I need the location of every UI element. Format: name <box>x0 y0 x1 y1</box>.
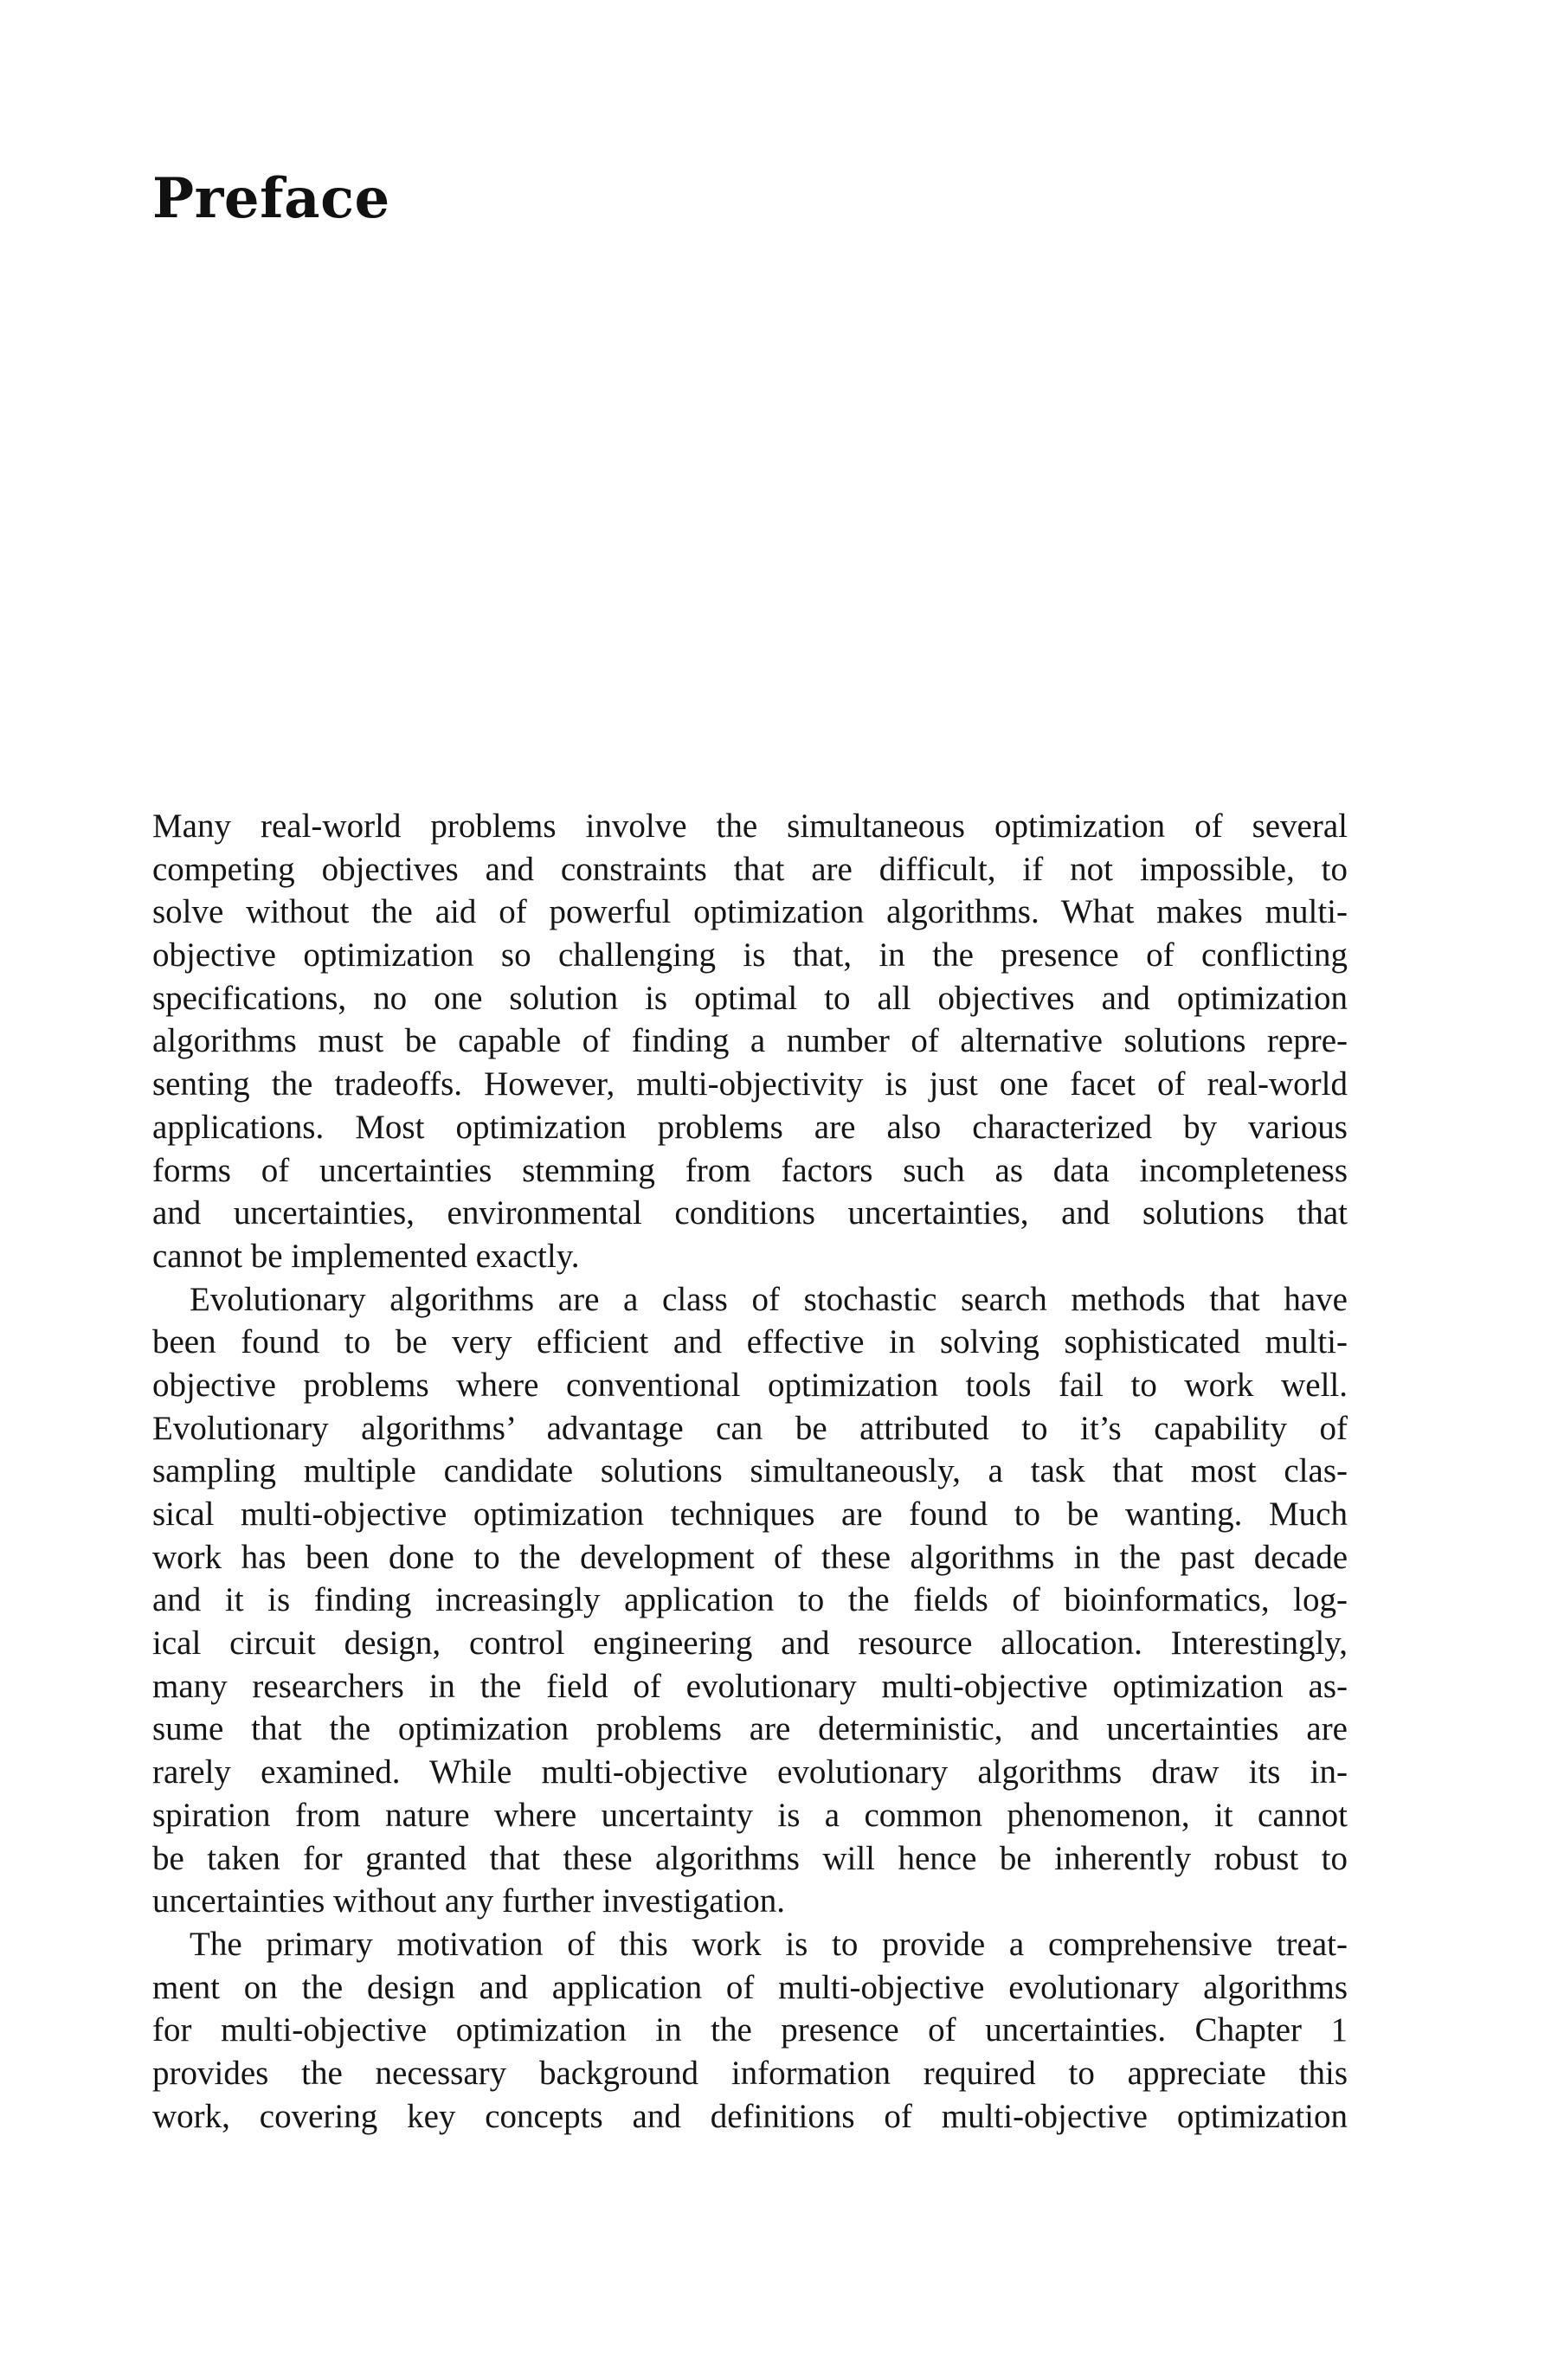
chapter-title: Preface <box>152 166 390 231</box>
text-line: ment on the design and application of multi-objective evolutionary algorithms <box>152 1968 1348 2006</box>
text-line: The primary motivation of this work is to provide a comprehensive treat- <box>190 1925 1348 1963</box>
paragraph-2 <box>152 1278 1348 1923</box>
text-line: senting the tradeoffs. However, multi-objectivity is just one facet of real-world <box>152 1065 1348 1103</box>
text-line: many researchers in the field of evolutionary multi-objective optimization as- <box>152 1667 1348 1705</box>
text-line: solve without the aid of powerful optimization algorithms. What makes multi- <box>152 893 1348 931</box>
preface-body <box>152 805 1348 2138</box>
text-line: competing objectives and constraints that are difficult, if not impossible, to <box>152 850 1348 888</box>
text-line: Evolutionary algorithms are a class of stochastic search methods that have <box>190 1280 1348 1318</box>
text-line: for multi-objective optimization in the presence of uncertainties. Chapter 1 <box>152 2011 1348 2049</box>
paragraph-3 <box>152 1923 1348 2138</box>
text-line: sampling multiple candidate solutions simultaneously, a task that most clas- <box>152 1452 1348 1490</box>
text-line: and uncertainties, environmental conditions uncertainties, and solutions that <box>152 1194 1348 1232</box>
text-line: Many real-world problems involve the simultaneous optimization of several <box>152 807 1348 845</box>
text-line: work, covering key concepts and definitions of multi-objective optimization <box>152 2097 1348 2135</box>
text-line: specifications, no one solution is optimal to all objectives and optimization <box>152 979 1348 1017</box>
text-line: work has been done to the development of these algorithms in the past decade <box>152 1538 1348 1576</box>
text-line: forms of uncertainties stemming from factors such as data incompleteness <box>152 1151 1348 1189</box>
text-line: be taken for granted that these algorithms will hence be inherently robust to <box>152 1839 1348 1877</box>
text-line: cannot be implemented exactly. <box>152 1237 580 1275</box>
text-line: applications. Most optimization problems are also characterized by various <box>152 1108 1348 1146</box>
text-line: Evolutionary algorithms’ advantage can be attributed to it’s capability of <box>152 1409 1348 1447</box>
text-line: uncertainties without any further investigation. <box>152 1882 786 1920</box>
text-line: objective problems where conventional optimization tools fail to work well. <box>152 1366 1348 1404</box>
text-line: and it is finding increasingly application to the fields of bioinformatics, log- <box>152 1581 1348 1619</box>
text-line: algorithms must be capable of finding a number of alternative solutions repre- <box>152 1022 1348 1060</box>
text-line: ical circuit design, control engineering and resource allocation. Interestingly, <box>152 1624 1348 1663</box>
text-line: sical multi-objective optimization techniques are found to be wanting. Much <box>152 1496 1348 1533</box>
text-line: sume that the optimization problems are deterministic, and uncertainties are <box>152 1710 1348 1748</box>
text-line: provides the necessary background information required to appreciate this <box>152 2054 1348 2092</box>
paragraph-1 <box>152 805 1348 1278</box>
text-line: been found to be very efficient and effective in solving sophisticated multi- <box>152 1323 1348 1361</box>
text-line: objective optimization so challenging is that, in the presence of conflicting <box>152 936 1348 975</box>
text-line: spiration from nature where uncertainty is a common phenomenon, it cannot <box>152 1796 1348 1834</box>
text-line: rarely examined. While multi-objective evolutionary algorithms draw its in- <box>152 1753 1348 1791</box>
